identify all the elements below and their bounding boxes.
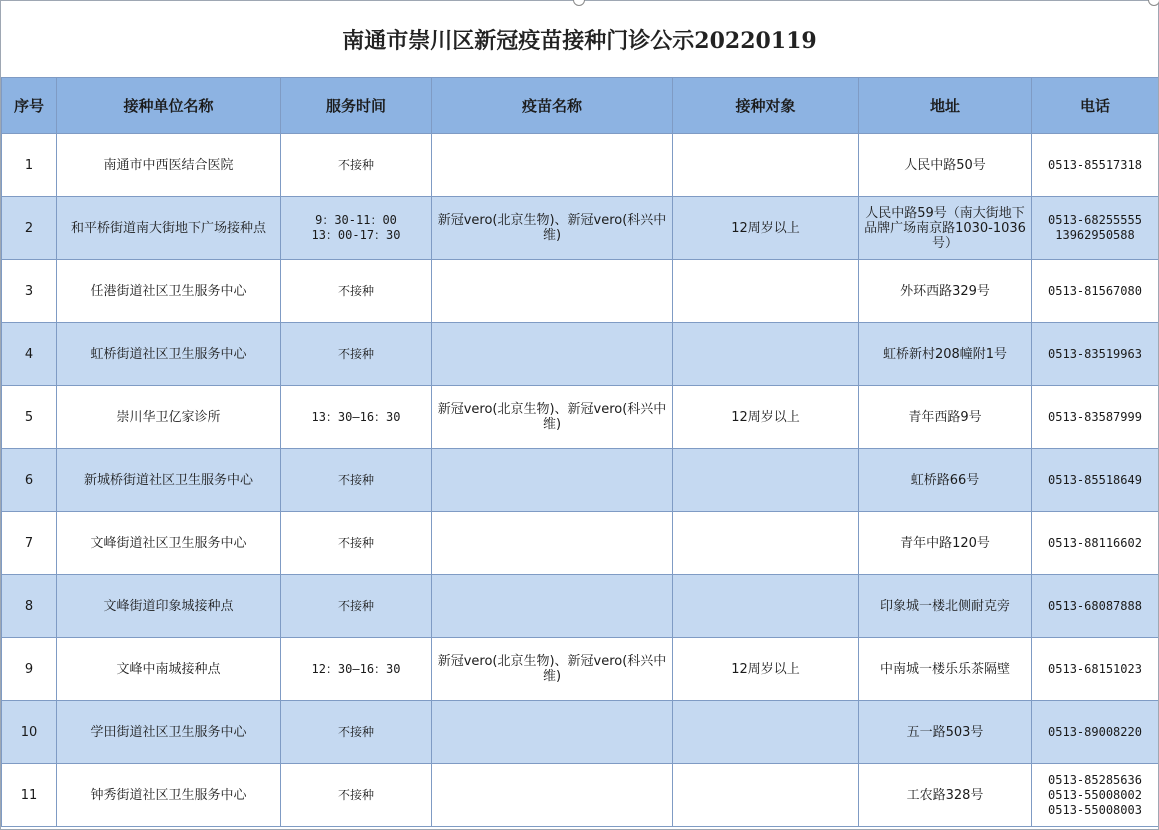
target-group-cell <box>673 134 859 197</box>
phone-cell-line: 0513-85518649 <box>1048 472 1142 487</box>
phone-cell-line: 0513-85517318 <box>1048 157 1142 172</box>
unit-name-cell: 文峰街道社区卫生服务中心 <box>57 512 281 575</box>
service-time-cell <box>281 386 432 449</box>
target-group-cell <box>673 701 859 764</box>
row-number-cell: 1 <box>2 134 57 197</box>
vaccine-name-cell <box>432 764 673 827</box>
unit-name-cell: 任港街道社区卫生服务中心 <box>57 260 281 323</box>
service-time-cell <box>281 134 432 197</box>
target-group-cell <box>673 575 859 638</box>
service-time-cell-line: 不接种 <box>337 787 374 802</box>
service-time-cell <box>281 701 432 764</box>
target-group-cell <box>673 512 859 575</box>
phone-cell-line: 0513-68255555 <box>1048 213 1142 227</box>
service-time-cell-line: 13：30—16：30 <box>311 409 401 424</box>
vaccine-name-cell <box>432 134 673 197</box>
table-row <box>2 764 1159 827</box>
row-number-cell: 11 <box>2 764 57 827</box>
column-header: 疫苗名称 <box>432 78 673 134</box>
address-cell: 虹桥新村208幢附1号 <box>859 323 1032 386</box>
row-number-cell: 3 <box>2 260 57 323</box>
row-number-cell: 10 <box>2 701 57 764</box>
target-group-cell <box>673 764 859 827</box>
row-number-cell: 4 <box>2 323 57 386</box>
service-time-cell <box>281 512 432 575</box>
column-header: 序号 <box>2 78 57 134</box>
unit-name-cell: 南通市中西医结合医院 <box>57 134 281 197</box>
column-header: 服务时间 <box>281 78 432 134</box>
address-cell: 中南城一楼乐乐茶隔壁 <box>859 638 1032 701</box>
table-row <box>2 323 1159 386</box>
header-row <box>2 78 1159 134</box>
address-cell: 印象城一楼北侧耐克旁 <box>859 575 1032 638</box>
target-group-cell: 12周岁以上 <box>673 197 859 260</box>
phone-cell <box>1032 197 1159 260</box>
address-cell: 青年西路9号 <box>859 386 1032 449</box>
phone-cell-line: 0513-55008003 <box>1048 802 1142 817</box>
table-row <box>2 638 1159 701</box>
unit-name-cell: 文峰街道印象城接种点 <box>57 575 281 638</box>
service-time-cell-line: 13：00-17：30 <box>311 228 401 242</box>
page-title: 南通市崇川区新冠疫苗接种门诊公示20220119 <box>342 27 817 54</box>
phone-cell <box>1032 449 1159 512</box>
service-time-cell-line: 不接种 <box>337 472 374 487</box>
service-time-cell-line: 不接种 <box>337 283 374 298</box>
phone-cell <box>1032 701 1159 764</box>
address-cell: 工农路328号 <box>859 764 1032 827</box>
service-time-cell <box>281 323 432 386</box>
clinic-table <box>1 77 1159 827</box>
column-header: 接种对象 <box>673 78 859 134</box>
phone-cell-line: 0513-85285636 <box>1048 772 1142 787</box>
target-group-cell <box>673 323 859 386</box>
phone-cell-line: 0513-81567080 <box>1048 283 1142 298</box>
unit-name-cell: 崇川华卫亿家诊所 <box>57 386 281 449</box>
target-group-cell <box>673 449 859 512</box>
phone-cell-line: 0513-88116602 <box>1048 535 1142 550</box>
target-group-cell <box>673 260 859 323</box>
address-cell: 五一路503号 <box>859 701 1032 764</box>
target-group-cell: 12周岁以上 <box>673 386 859 449</box>
address-cell: 人民中路59号（南大街地下品牌广场南京路1030-1036号） <box>859 197 1032 260</box>
address-cell: 人民中路50号 <box>859 134 1032 197</box>
phone-cell-line: 0513-68087888 <box>1048 598 1142 613</box>
service-time-cell-line: 不接种 <box>337 535 374 550</box>
service-time-cell-line: 9：30-11：00 <box>315 213 397 227</box>
table-row <box>2 197 1159 260</box>
vaccine-name-cell: 新冠vero(北京生物)、新冠vero(科兴中维) <box>432 386 673 449</box>
phone-cell <box>1032 134 1159 197</box>
service-time-cell <box>281 575 432 638</box>
row-number-cell: 5 <box>2 386 57 449</box>
row-number-cell: 2 <box>2 197 57 260</box>
service-time-cell-line: 不接种 <box>337 724 374 739</box>
row-number-cell: 9 <box>2 638 57 701</box>
service-time-cell-line: 不接种 <box>337 346 374 361</box>
row-number-cell: 7 <box>2 512 57 575</box>
service-time-cell <box>281 197 432 260</box>
table-row <box>2 575 1159 638</box>
column-header: 电话 <box>1032 78 1159 134</box>
phone-cell-line: 0513-89008220 <box>1048 724 1142 739</box>
phone-cell <box>1032 575 1159 638</box>
phone-cell <box>1032 260 1159 323</box>
phone-cell-line: 0513-83587999 <box>1048 409 1142 424</box>
vaccine-name-cell <box>432 449 673 512</box>
service-time-cell <box>281 449 432 512</box>
phone-cell-line: 0513-68151023 <box>1048 661 1142 676</box>
column-header: 接种单位名称 <box>57 78 281 134</box>
unit-name-cell: 虹桥街道社区卫生服务中心 <box>57 323 281 386</box>
service-time-cell-line: 12：30—16：30 <box>311 661 401 676</box>
vaccine-name-cell <box>432 260 673 323</box>
phone-cell <box>1032 764 1159 827</box>
table-row <box>2 386 1159 449</box>
unit-name-cell: 钟秀街道社区卫生服务中心 <box>57 764 281 827</box>
service-time-cell <box>281 638 432 701</box>
service-time-cell <box>281 764 432 827</box>
column-header: 地址 <box>859 78 1032 134</box>
phone-cell-line: 13962950588 <box>1055 228 1135 242</box>
address-cell: 青年中路120号 <box>859 512 1032 575</box>
row-number-cell: 6 <box>2 449 57 512</box>
table-row <box>2 449 1159 512</box>
unit-name-cell: 学田街道社区卫生服务中心 <box>57 701 281 764</box>
service-time-cell-line: 不接种 <box>337 598 374 613</box>
vaccine-name-cell <box>432 701 673 764</box>
unit-name-cell: 和平桥街道南大街地下广场接种点 <box>57 197 281 260</box>
service-time-cell-line: 不接种 <box>337 157 374 172</box>
unit-name-cell: 新城桥街道社区卫生服务中心 <box>57 449 281 512</box>
target-group-cell: 12周岁以上 <box>673 638 859 701</box>
table-row <box>2 512 1159 575</box>
phone-cell <box>1032 323 1159 386</box>
table-row <box>2 260 1159 323</box>
unit-name-cell: 文峰中南城接种点 <box>57 638 281 701</box>
service-time-cell <box>281 260 432 323</box>
phone-cell <box>1032 638 1159 701</box>
phone-cell-line: 0513-83519963 <box>1048 346 1142 361</box>
vaccine-name-cell: 新冠vero(北京生物)、新冠vero(科兴中维) <box>432 638 673 701</box>
row-number-cell: 8 <box>2 575 57 638</box>
vaccine-name-cell <box>432 512 673 575</box>
table-row <box>2 701 1159 764</box>
address-cell: 虹桥路66号 <box>859 449 1032 512</box>
address-cell: 外环西路329号 <box>859 260 1032 323</box>
phone-cell <box>1032 512 1159 575</box>
vaccine-name-cell <box>432 575 673 638</box>
phone-cell <box>1032 386 1159 449</box>
vaccine-name-cell: 新冠vero(北京生物)、新冠vero(科兴中维) <box>432 197 673 260</box>
table-row <box>2 134 1159 197</box>
phone-cell-line: 0513-55008002 <box>1048 787 1142 802</box>
vaccine-name-cell <box>432 323 673 386</box>
